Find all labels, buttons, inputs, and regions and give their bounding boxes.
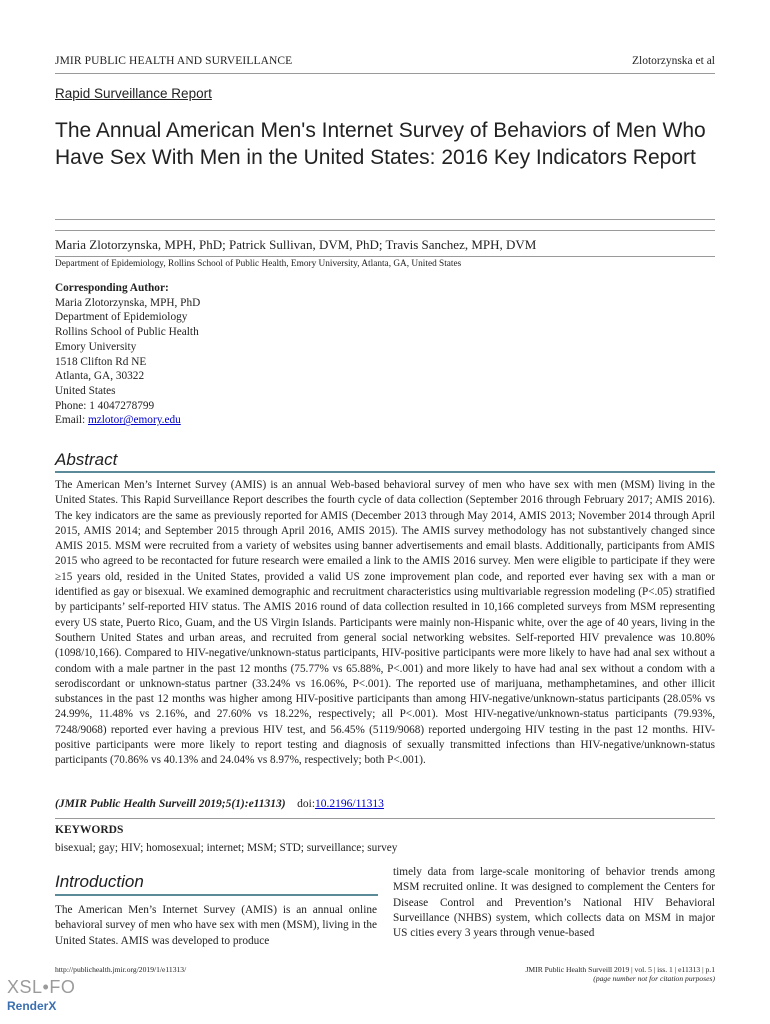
journal-citation: (JMIR Public Health Surveill 2019;5(1):e11313) bbox=[55, 798, 286, 810]
citation-line bbox=[55, 798, 384, 810]
email-label: Email: bbox=[55, 414, 88, 427]
email-link[interactable]: mzlotor@emory.edu bbox=[87, 414, 181, 427]
doi-link[interactable]: 10.2196/11313 bbox=[315, 798, 384, 810]
corresponding-line: United States bbox=[55, 384, 116, 397]
affiliation: Department of Epidemiology, Rollins School of Public Health, Emory University, Atlanta, GA, United States bbox=[55, 259, 462, 269]
xslfo-renderx-logo bbox=[7, 977, 75, 1013]
author-list: Maria Zlotorzynska, MPH, PhD; Patrick Sullivan, DVM, PhD; Travis Sanchez, MPH, DVM bbox=[55, 237, 537, 252]
title-rule bbox=[55, 219, 715, 220]
title-rule-2 bbox=[55, 230, 715, 231]
footer-url: http://publichealth.jmir.org/2019/1/e11313/ bbox=[55, 965, 187, 974]
introduction-heading: Introduction bbox=[55, 872, 144, 891]
author-rule bbox=[55, 256, 715, 257]
corresponding-line: Phone: 1 4047278799 bbox=[55, 399, 155, 412]
corresponding-line: Atlanta, GA, 30322 bbox=[55, 370, 145, 383]
corresponding-heading: Corresponding Author: bbox=[55, 282, 169, 294]
introduction-rule bbox=[55, 894, 378, 896]
keywords-rule bbox=[55, 818, 715, 819]
journal-name: JMIR PUBLIC HEALTH AND SURVEILLANCE bbox=[55, 55, 293, 67]
logo-top-text: XSL•FO bbox=[7, 977, 76, 997]
page-citation: JMIR Public Health Surveill 2019 | vol. 5 | iss. 1 | e11313 | p.1 bbox=[525, 965, 715, 974]
corresponding-author bbox=[55, 281, 200, 428]
logo-bottom-text: RenderX bbox=[7, 999, 57, 1013]
corresponding-line: Emory University bbox=[55, 340, 137, 353]
page-note: (page number not for citation purposes) bbox=[593, 974, 715, 983]
corresponding-line: Maria Zlotorzynska, MPH, PhD bbox=[55, 296, 201, 309]
introduction-left-column: The American Men’s Internet Survey (AMIS) is an annual online behavioral survey of men who have sex with men (MSM), living in the United States. AMIS was developed to produce bbox=[55, 904, 377, 947]
corresponding-line: 1518 Clifton Rd NE bbox=[55, 355, 147, 368]
header-rule bbox=[55, 73, 715, 74]
keywords-heading: KEYWORDS bbox=[55, 824, 124, 836]
abstract-heading: Abstract bbox=[55, 450, 118, 469]
article-type: Rapid Surveillance Report bbox=[55, 86, 212, 101]
doi-label: doi: bbox=[297, 798, 316, 810]
abstract-rule bbox=[55, 471, 715, 473]
article-title: The Annual American Men's Internet Survey of Behaviors of Men Who Have Sex With Men in the United States: 2016 Key Indicators Report bbox=[55, 119, 706, 169]
introduction-right-column: timely data from large-scale monitoring of behavior trends among MSM recruited online. It was designed to complement the Centers for Disease Control and Prevention’s National HIV Behavioral Surveillance (NHBS) system, which collects data on MSM in major US cities every 3 years through venue-based bbox=[393, 866, 715, 940]
footer-citation bbox=[525, 965, 715, 983]
keywords-list: bisexual; gay; HIV; homosexual; internet; MSM; STD; surveillance; survey bbox=[55, 842, 398, 854]
running-author: Zlotorzynska et al bbox=[631, 55, 715, 67]
corresponding-line: Rollins School of Public Health bbox=[55, 326, 199, 339]
corresponding-line: Department of Epidemiology bbox=[55, 311, 188, 324]
email-line bbox=[55, 413, 200, 428]
abstract-text: The American Men’s Internet Survey (AMIS) is an annual Web-based behavioral survey of men who have sex with men (MSM) living in the United States. This Rapid Surveillance Report describes the fourth cycle of data collection (September 2016 through February 2017; AMIS 2016). The key indicators are the same as previously reported for AMIS (December 2013 through May 2014, AMIS 2013; November 2014 through April 2015, AMIS 2014; and September 2015 through April 2016, AMIS 2015). The AMIS survey methodology has not substantively changed since AMIS 2015. MSM were recruited from a variety of websites using banner advertisements and email blasts. Additionally, participants from AMIS 2015 who agreed to be recontacted for future research were emailed a link to the AMIS 2016 survey. Men were eligible to participate if they were ≥15 years old, resided in the United States, provided a valid US zone improvement plan code, and reported ever having sex with a man or identified as gay or bisexual. We examined demographic and recruitment characteristics using multivariable regression modeling (P<.05) stratified by participants’ self-reported HIV status. The AMIS 2016 round of data collection resulted in 10,166 completed surveys from MSM representing every US state, Puerto Rico, Guam, and the US Virgin Islands. Participants were mainly non-Hispanic white, over the age of 40 years, living in the Southern United States and urban areas, and recruited from general social networking websites. Self-reported HIV prevalence was 10.80% (1098/10,166). Compared to HIV-negative/unknown-status participants, HIV-positive participants were more likely to have had anal sex without a condom with a male partner in the past 12 months (75.77% vs 65.88%, P<.001) and more likely to have had anal sex without a condom with a serodiscordant or unknown-status partner (33.24% vs 16.06%, P<.001). The reported use of marijuana, methamphetamines, and other illicit substances in the past 12 months was higher among HIV-positive participants than among HIV-negative/unknown-status participants (28.05% vs 24.99%, 11.48% vs 2.16%, and 27.60% vs 18.22%, respectively; all P<.001). Most HIV-negative/unknown-status participants (79.93%, 7248/9068) reported ever having a previous HIV test, and 56.45% (5119/9068) reported undergoing HIV testing in the past 12 months. HIV-positive participants were more likely to report testing and diagnosis of sexually transmitted infections than HIV-negative/unknown-status participants (70.86% vs 40.13% and 24.04% vs 8.97%, respectively; both P<.001). bbox=[55, 479, 715, 767]
